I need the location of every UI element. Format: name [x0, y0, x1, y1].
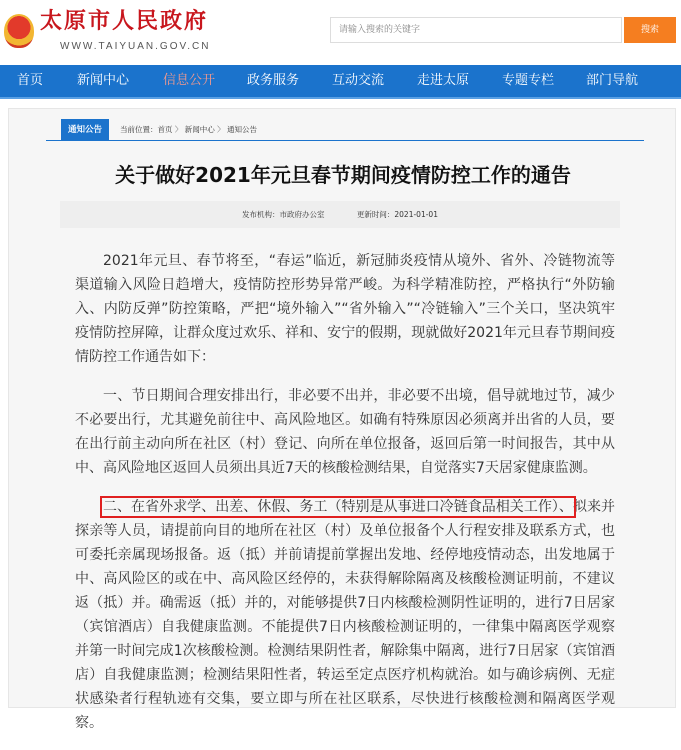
nav-info-public[interactable]: 信息公开 [163, 73, 216, 88]
search-button[interactable]: 搜索 [624, 17, 676, 43]
nav-about-taiyuan[interactable]: 走进太原 [417, 73, 470, 88]
paragraph: 2021年元旦、春节将至，“春运”临近，新冠肺炎疫情从境外、省外、冷链物流等渠道输入风险日趋增大，疫情防控形势异常严峻。为科学精准防控，严格执行“外防输入、内防反弹”防控策略，严把“境外输入”“省外输入”“冷链输入”三个关口，坚决筑牢疫情防控屏障，让群众度过欢乐、祥和、安宁的假期，现就做好2021年元旦春节期间疫情防控工作通告如下： [75, 253, 615, 365]
article-container [8, 108, 676, 731]
breadcrumb-path[interactable]: 当前位置：首页 〉 新闻中心 〉 通知公告 [120, 125, 258, 134]
publisher: 发布机构：市政府办公室 [242, 210, 325, 219]
page-title: 关于做好2021年元旦春节期间疫情防控工作的通告 [115, 163, 571, 187]
site-header [0, 0, 681, 65]
paragraph [75, 495, 615, 735]
article-body [75, 249, 615, 750]
nav-interaction[interactable]: 互动交流 [332, 73, 385, 88]
nav-home[interactable]: 首页 [17, 73, 44, 88]
nav-news[interactable]: 新闻中心 [77, 73, 130, 88]
nav-topics[interactable]: 专题专栏 [502, 73, 555, 88]
paragraph: 一、节日期间合理安排出行，非必要不出并，非必要不出境，倡导就地过节，减少不必要出行，尤其避免前往中、高风险地区。如确有特殊原因必须离并出省的人员，要在出行前主动向所在社区（村）登记、向所在单位报备，返回后第一时间报告，其中从中、高风险地区返回人员须出具近7天的核酸检测结果，自觉落实7天居家健康监测。 [75, 388, 615, 476]
article-meta [60, 201, 620, 228]
national-emblem-logo [4, 14, 34, 48]
nav-departments[interactable]: 部门导航 [586, 73, 639, 88]
main-nav [0, 65, 681, 99]
nav-gov-services[interactable]: 政务服务 [247, 73, 300, 88]
tab-notices[interactable]: 通知公告 [61, 119, 109, 141]
search-input[interactable]: 请输入搜索的关键字 [330, 17, 622, 43]
breadcrumb [46, 119, 644, 141]
update-time: 更新时间：2021-01-01 [356, 210, 438, 219]
paragraph-text: 拟来并探亲等人员，请提前向目的地所在社区（村）及单位报备个人行程安排及联系方式，也可委托亲属现场报备。返（抵）并前请提前掌握出发地、经停地疫情动态，出发地属于中、高风险区的或在中、高风险区经停的，未获得解除隔离及核酸检测证明前，不建议返（抵）并。确需返（抵）并的，对能够提供7日内核酸检测阴性证明的，进行7日居家（宾馆酒店）自我健康监测。不能提供7日内核酸检测证明的，一律集中隔离医学观察并第一时间完成1次核酸检测。检测结果阴性者，解除集中隔离，进行7日居家（宾馆酒店）自我健康监测；检测结果阳性者，转运至定点医疗机构就治。如与确诊病例、无症状感染者行程轨迹有交集，要立即与所在社区联系，尽快进行核酸检测和隔离医学观察。 [75, 499, 616, 731]
site-logo-title[interactable]: 太原市人民政府 [40, 8, 209, 34]
highlighted-text: 二、在省外求学、出差、休假、务工（特别是从事进口冷链食品相关工作）、 [103, 499, 573, 515]
site-logo-url: WWW.TAIYUAN.GOV.CN [60, 41, 211, 52]
